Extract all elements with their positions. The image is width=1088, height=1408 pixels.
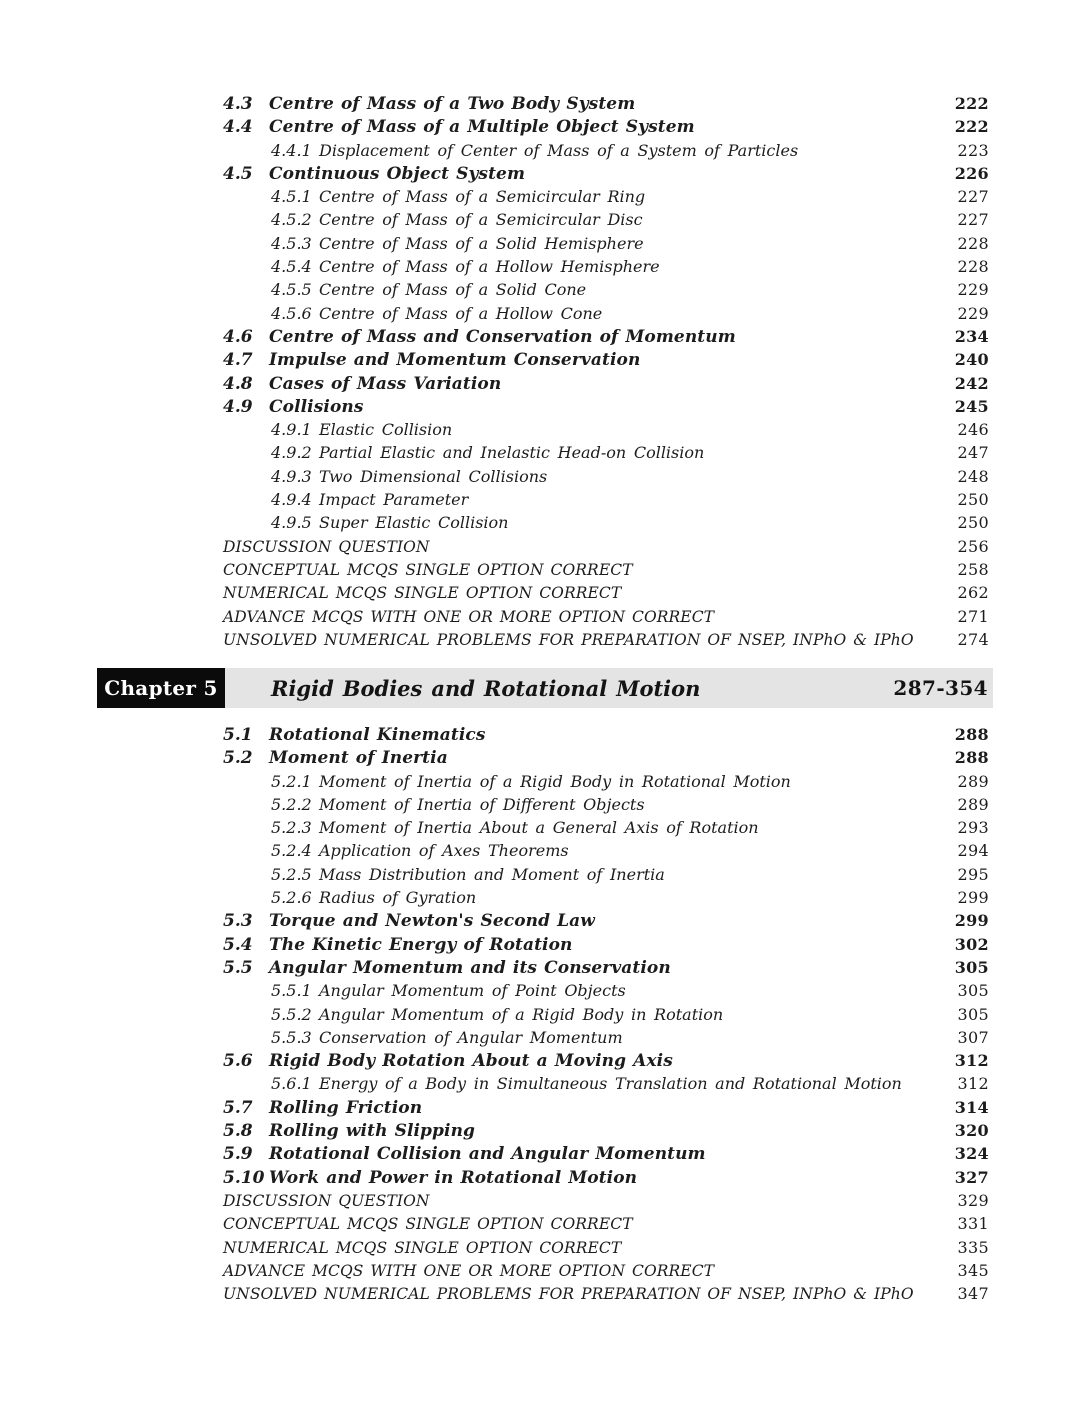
toc-entry-page: 226 — [954, 163, 989, 183]
toc-entry-number: 4.5.3 — [271, 233, 312, 253]
toc-row — [223, 1166, 989, 1189]
toc-entry-page: 289 — [957, 771, 989, 791]
toc-entry-title: Partial Elastic and Inelastic Head-on Collision — [319, 443, 705, 463]
toc-entry-number: 5.5.2 — [271, 1004, 312, 1024]
toc-entry-title: Centre of Mass of a Solid Cone — [319, 280, 587, 300]
toc-entry-title: UNSOLVED NUMERICAL PROBLEMS FOR PREPARATION OF NSEP, INPhO & IPhO — [223, 630, 914, 649]
toc-row — [223, 348, 989, 371]
toc-entry-number: 4.7 — [223, 350, 253, 371]
toc-entry-page: 248 — [957, 466, 989, 486]
toc-entry-number: 5.2.3 — [271, 818, 312, 838]
chapter-number-box — [97, 668, 225, 708]
toc-entry-page: 312 — [957, 1074, 989, 1094]
toc-entry-title: Centre of Mass of a Two Body System — [269, 94, 636, 114]
toc-entry-page: 327 — [954, 1167, 989, 1187]
toc-row — [223, 255, 989, 278]
toc-entry-number: 5.3 — [223, 911, 253, 932]
toc-entry-page: 288 — [954, 748, 989, 768]
toc-entry-number: 4.9.2 — [271, 443, 312, 463]
toc-entry-number: 4.5.4 — [271, 257, 312, 277]
toc-row — [223, 278, 989, 301]
toc-entry-title: DISCUSSION QUESTION — [223, 537, 430, 556]
toc-entry-page: 229 — [957, 280, 989, 300]
toc-entry-title: Mass Distribution and Moment of Inertia — [319, 864, 665, 884]
toc-entry-title: Angular Momentum and its Conservation — [269, 957, 671, 978]
toc-entry-page: 262 — [957, 583, 989, 603]
toc-row — [223, 909, 989, 932]
toc-entry-number: 4.5.5 — [271, 280, 312, 300]
toc-entry-page: 274 — [957, 629, 989, 649]
toc-row — [223, 863, 989, 886]
toc-entry-title: Displacement of Center of Mass of a System of Particles — [319, 140, 799, 160]
toc-entry-number: 5.4 — [223, 934, 253, 955]
toc-entry-number: 4.9.5 — [271, 513, 312, 533]
toc-entry-title: ADVANCE MCQS WITH ONE OR MORE OPTION CORRECT — [223, 607, 715, 626]
toc-entry-title: ADVANCE MCQS WITH ONE OR MORE OPTION CORRECT — [223, 1261, 715, 1280]
toc-row — [223, 558, 989, 581]
toc-entry-title: Two Dimensional Collisions — [319, 466, 548, 486]
toc-entry-page: 222 — [954, 94, 989, 113]
toc-entry-title: The Kinetic Energy of Rotation — [269, 934, 573, 955]
toc-entry-page: 246 — [957, 420, 989, 440]
toc-entry-page: 271 — [957, 606, 989, 626]
chapter-page-range: 287-354 — [893, 676, 988, 700]
toc-entry-number: 5.2.1 — [271, 771, 312, 791]
chapter-title: Rigid Bodies and Rotational Motion — [271, 675, 701, 701]
toc-entry-page: 294 — [957, 841, 989, 861]
toc-row — [223, 1259, 989, 1282]
toc-row — [223, 605, 989, 628]
toc-entry-title: Continuous Object System — [269, 163, 526, 184]
toc-entry-page: 223 — [957, 140, 989, 160]
toc-entry-number: 4.8 — [223, 373, 253, 394]
toc-entry-page: 245 — [954, 396, 989, 416]
toc-entry-number: 4.3 — [223, 94, 253, 114]
toc-entry-number: 4.9.1 — [271, 420, 312, 440]
toc-entry-number: 4.9.3 — [271, 466, 312, 486]
toc-row — [223, 185, 989, 208]
toc-entry-number: 4.4 — [223, 117, 253, 138]
toc-row — [223, 162, 989, 185]
toc-row — [223, 302, 989, 325]
toc-entry-title: NUMERICAL MCQS SINGLE OPTION CORRECT — [223, 584, 622, 603]
toc-entry-page: 247 — [957, 443, 989, 463]
toc-row — [223, 1282, 989, 1305]
toc-row — [223, 139, 989, 162]
toc-row — [223, 933, 989, 956]
toc-entry-number: 5.2.5 — [271, 864, 312, 884]
toc-entry-page: 299 — [957, 888, 989, 908]
toc-entry-number: 4.5.1 — [271, 187, 312, 207]
toc-entry-title: Moment of Inertia — [269, 748, 448, 769]
toc-entry-title: CONCEPTUAL MCQS SINGLE OPTION CORRECT — [223, 1215, 633, 1234]
toc-entry-page: 250 — [957, 490, 989, 510]
toc-entry-title: Impact Parameter — [319, 490, 469, 510]
toc-entry-number: 5.6.1 — [271, 1074, 312, 1094]
toc-row — [223, 511, 989, 534]
toc-entry-page: 288 — [954, 725, 989, 744]
toc-entry-title: Angular Momentum of a Rigid Body in Rotation — [319, 1004, 724, 1024]
toc-row — [223, 535, 989, 558]
toc-row — [223, 956, 989, 979]
toc-entry-title: Super Elastic Collision — [319, 513, 509, 533]
toc-entry-title: Centre of Mass of a Multiple Object System — [269, 117, 695, 138]
toc-entry-title: UNSOLVED NUMERICAL PROBLEMS FOR PREPARATION OF NSEP, INPhO & IPhO — [223, 1285, 914, 1304]
toc-entry-title: Centre of Mass of a Semicircular Ring — [319, 187, 646, 207]
toc-entry-number: 4.9.4 — [271, 490, 312, 510]
chapter5-toc-list — [223, 723, 989, 1305]
toc-entry-title: Moment of Inertia of a Rigid Body in Rotational Motion — [319, 771, 791, 791]
toc-row — [223, 325, 989, 348]
toc-entry-page: 329 — [957, 1190, 989, 1210]
toc-row — [223, 1003, 989, 1026]
toc-entry-page: 240 — [954, 350, 989, 370]
toc-entry-title: Work and Power in Rotational Motion — [269, 1167, 638, 1188]
toc-entry-title: Elastic Collision — [319, 420, 453, 440]
toc-row — [223, 465, 989, 488]
toc-row — [223, 1049, 989, 1072]
toc-row — [223, 816, 989, 839]
toc-entry-page: 331 — [957, 1214, 989, 1234]
toc-row — [223, 1142, 989, 1165]
toc-entry-number: 4.6 — [223, 326, 253, 347]
toc-entry-number: 4.9 — [223, 396, 253, 417]
toc-row — [223, 115, 989, 138]
toc-row — [223, 441, 989, 464]
toc-entry-title: Moment of Inertia of Different Objects — [319, 794, 645, 814]
toc-row — [223, 395, 989, 418]
toc-entry-page: 289 — [957, 794, 989, 814]
toc-entry-number: 5.8 — [223, 1121, 253, 1142]
toc-row — [223, 1119, 989, 1142]
toc-row — [223, 1026, 989, 1049]
toc-row — [223, 746, 989, 769]
toc-entry-title: Centre of Mass of a Hollow Cone — [319, 303, 603, 323]
toc-entry-page: 312 — [954, 1051, 989, 1071]
toc-entry-page: 228 — [957, 233, 989, 253]
toc-row — [223, 723, 989, 746]
toc-entry-title: Rigid Body Rotation About a Moving Axis — [269, 1051, 673, 1072]
toc-entry-page: 256 — [957, 536, 989, 556]
toc-entry-title: Rotational Kinematics — [269, 725, 486, 745]
toc-entry-number: 5.10 — [223, 1167, 265, 1188]
toc-entry-number: 5.1 — [223, 725, 253, 745]
toc-entry-title: Centre of Mass of a Hollow Hemisphere — [319, 257, 660, 277]
toc-entry-number: 5.2 — [223, 748, 253, 769]
toc-entry-page: 293 — [957, 818, 989, 838]
toc-entry-title: Impulse and Momentum Conservation — [269, 350, 641, 371]
toc-entry-number: 4.5.2 — [271, 210, 312, 230]
toc-entry-number: 5.7 — [223, 1097, 253, 1118]
toc-entry-number: 5.2.2 — [271, 794, 312, 814]
toc-row — [223, 488, 989, 511]
chapter-number-label: Chapter 5 — [104, 676, 218, 700]
toc-row — [223, 418, 989, 441]
toc-entry-number: 4.5 — [223, 163, 253, 184]
toc-entry-number: 5.5.1 — [271, 981, 312, 1001]
toc-entry-title: Rolling with Slipping — [269, 1121, 476, 1142]
toc-row — [223, 208, 989, 231]
toc-row — [223, 1072, 989, 1095]
toc-entry-page: 234 — [954, 326, 989, 346]
toc-entry-page: 250 — [957, 513, 989, 533]
toc-entry-title: Centre of Mass of a Semicircular Disc — [319, 210, 643, 230]
toc-row — [223, 372, 989, 395]
toc-entry-number: 4.5.6 — [271, 303, 312, 323]
toc-entry-number: 5.2.4 — [271, 841, 312, 861]
toc-entry-page: 347 — [957, 1284, 989, 1304]
toc-entry-title: Moment of Inertia About a General Axis of Rotation — [319, 818, 759, 838]
toc-entry-page: 299 — [954, 911, 989, 931]
toc-entry-page: 242 — [954, 373, 989, 393]
toc-entry-title: CONCEPTUAL MCQS SINGLE OPTION CORRECT — [223, 560, 633, 579]
toc-entry-number: 5.5.3 — [271, 1027, 312, 1047]
toc-entry-title: Collisions — [269, 396, 364, 417]
toc-entry-page: 305 — [954, 957, 989, 977]
toc-entry-title: Rotational Collision and Angular Momentum — [269, 1144, 706, 1165]
toc-row — [223, 1212, 989, 1235]
toc-entry-number: 5.9 — [223, 1144, 253, 1165]
toc-entry-page: 258 — [957, 559, 989, 579]
toc-entry-page: 295 — [957, 864, 989, 884]
toc-row — [223, 839, 989, 862]
toc-entry-page: 305 — [957, 1004, 989, 1024]
toc-entry-page: 302 — [954, 934, 989, 954]
toc-entry-page: 314 — [954, 1097, 989, 1117]
toc-entry-page: 227 — [957, 187, 989, 207]
toc-entry-title: Centre of Mass and Conservation of Momentum — [269, 326, 736, 347]
toc-row — [223, 770, 989, 793]
toc-row — [223, 1236, 989, 1259]
toc-entry-page: 228 — [957, 257, 989, 277]
toc-row — [223, 92, 989, 115]
toc-row — [223, 979, 989, 1002]
toc-row — [223, 628, 989, 651]
toc-entry-title: Cases of Mass Variation — [269, 373, 502, 394]
toc-entry-number: 5.2.6 — [271, 888, 312, 908]
toc-entry-title: NUMERICAL MCQS SINGLE OPTION CORRECT — [223, 1238, 622, 1257]
toc-entry-title: Centre of Mass of a Solid Hemisphere — [319, 233, 644, 253]
toc-entry-number: 4.4.1 — [271, 140, 312, 160]
toc-entry-page: 305 — [957, 981, 989, 1001]
toc-entry-page: 335 — [957, 1237, 989, 1257]
toc-entry-page: 229 — [957, 303, 989, 323]
toc-entry-page: 307 — [957, 1027, 989, 1047]
toc-entry-number: 5.5 — [223, 957, 253, 978]
toc-entry-title: Rolling Friction — [269, 1097, 423, 1118]
toc-entry-title: DISCUSSION QUESTION — [223, 1191, 430, 1210]
toc-entry-page: 324 — [954, 1144, 989, 1164]
toc-row — [223, 232, 989, 255]
toc-row — [223, 886, 989, 909]
toc-entry-title: Radius of Gyration — [319, 888, 477, 908]
toc-entry-title: Angular Momentum of Point Objects — [319, 981, 626, 1001]
chapter5-header-bar — [97, 668, 993, 708]
toc-entry-number: 5.6 — [223, 1051, 253, 1072]
toc-row — [223, 581, 989, 604]
toc-entry-page: 222 — [954, 117, 989, 137]
toc-entry-title: Conservation of Angular Momentum — [319, 1027, 623, 1047]
toc-row — [223, 1189, 989, 1212]
toc-entry-title: Application of Axes Theorems — [319, 841, 569, 861]
toc-entry-page: 320 — [954, 1121, 989, 1141]
toc-entry-title: Torque and Newton's Second Law — [269, 911, 596, 932]
toc-entry-title: Energy of a Body in Simultaneous Translation and Rotational Motion — [319, 1074, 902, 1094]
toc-entry-page: 227 — [957, 210, 989, 230]
toc-row — [223, 793, 989, 816]
toc-row — [223, 1096, 989, 1119]
toc-entry-page: 345 — [957, 1260, 989, 1280]
chapter4-toc-list — [223, 92, 989, 651]
